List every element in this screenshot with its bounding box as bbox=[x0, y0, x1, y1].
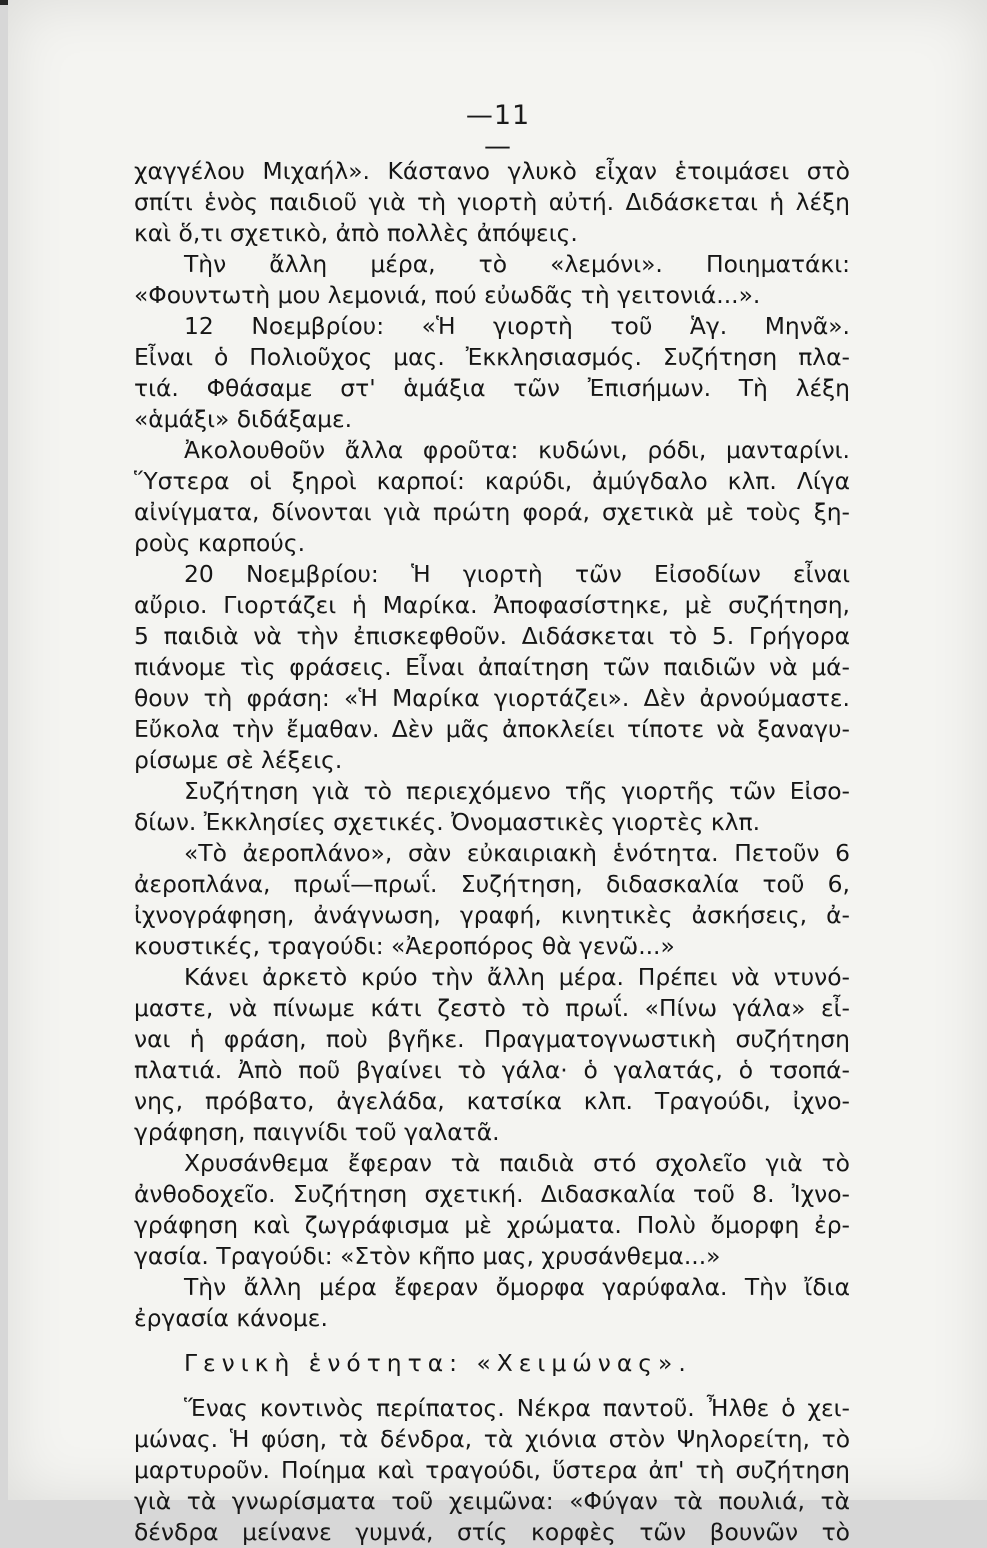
text-line: ναι ἡ φράση, ποὺ βγῆκε. Πραγματογνωστικὴ συζήτηση bbox=[134, 1025, 850, 1053]
text-line: ἀνθοδοχεῖο. Συζήτηση σχετική. Διδασκαλία τοῦ 8. Ἰχνο- bbox=[134, 1180, 850, 1208]
page-number: —11— bbox=[465, 100, 531, 162]
page-text bbox=[134, 156, 850, 1548]
text-line: Συζήτηση γιὰ τὸ περιεχόμενο τῆς γιορτῆς τῶν Εἰσο- bbox=[184, 777, 850, 805]
section-gap bbox=[134, 1379, 850, 1393]
text-line: 12 Νοεμβρίου: «Ἡ γιορτὴ τοῦ Ἁγ. Μηνᾶ». bbox=[184, 312, 850, 340]
text-line: ροὺς καρπούς. bbox=[134, 529, 305, 557]
text-line: Χρυσάνθεμα ἔφεραν τὰ παιδιὰ στό σχολεῖο γιὰ τὸ bbox=[184, 1149, 850, 1177]
text-line: Ἕνας κοντινὸς περίπατος. Νέκρα παντοῦ. Ἦλθε ὁ χει- bbox=[184, 1394, 850, 1422]
text-line: Κάνει ἀρκετὸ κρύο τὴν ἄλλη μέρα. Πρέπει νὰ ντυνό- bbox=[184, 963, 850, 991]
text-line: μαρτυροῦν. Ποίημα καὶ τραγούδι, ὕστερα ἀπ' τὴ συζήτηση bbox=[134, 1456, 850, 1484]
text-line: Τὴν ἄλλη μέρα ἔφεραν ὄμορφα γαρύφαλα. Τὴν ἴδια bbox=[184, 1273, 850, 1301]
section-gap bbox=[134, 1334, 850, 1348]
text-line: σπίτι ἑνὸς παιδιοῦ γιὰ τὴ γιορτὴ αὐτή. Διδάσκεται ἡ λέξη bbox=[134, 188, 850, 216]
text-line: Εὔκολα τὴν ἔμαθαν. Δὲν μᾶς ἀποκλείει τίποτε νὰ ξαναγυ- bbox=[134, 715, 850, 743]
text-line: πιάνομε τὶς φράσεις. Εἶναι ἀπαίτηση τῶν παιδιῶν νὰ μά- bbox=[134, 653, 850, 681]
text-line: κουστικές, τραγούδι: «Ἀεροπόρος θὰ γενῶ...» bbox=[134, 932, 675, 960]
text-line: ἰχνογράφηση, ἀνάγνωση, γραφή, κινητικὲς ἀσκήσεις, ἀ- bbox=[134, 901, 850, 929]
text-line: «ἁμάξι» διδάξαμε. bbox=[134, 405, 353, 433]
text-line: γράφηση, παιγνίδι τοῦ γαλατᾶ. bbox=[134, 1118, 500, 1146]
text-line: ρίσωμε σὲ λέξεις. bbox=[134, 746, 343, 774]
text-line: Ἀκολουθοῦν ἄλλα φροῦτα: κυδώνι, ρόδι, μανταρίνι. bbox=[184, 436, 850, 464]
text-line: θουν τὴ φράση: «Ἡ Μαρίκα γιορτάζει». Δὲν ἀρνούμαστε. bbox=[134, 684, 850, 712]
text-line: γασία. Τραγούδι: «Στὸν κῆπο μας, χρυσάνθεμα...» bbox=[134, 1242, 721, 1270]
text-line: μαστε, νὰ πίνωμε κάτι ζεστὸ τὸ πρωΐ. «Πίνω γάλα» εἶ- bbox=[134, 994, 850, 1022]
text-line: τιά. Φθάσαμε στ' ἁμάξια τῶν Ἐπισήμων. Τὴ λέξη bbox=[134, 374, 850, 402]
text-line: πλατιά. Ἀπὸ ποῦ βγαίνει τὸ γάλα· ὁ γαλατάς, ὁ τσοπά- bbox=[134, 1056, 850, 1084]
text-line: γιὰ τὰ γνωρίσματα τοῦ χειμῶνα: «Φύγαν τὰ πουλιά, τὰ bbox=[134, 1487, 850, 1515]
text-line: νης, πρόβατο, ἀγελάδα, κατσίκα κλπ. Τραγούδι, ἰχνο- bbox=[134, 1087, 850, 1115]
text-line: Τὴν ἄλλη μέρα, τὸ «λεμόνι». Ποιηματάκι: bbox=[184, 250, 850, 278]
text-line: «Φουντωτὴ μου λεμονιά, πού εὐωδᾶς τὴ γειτονιά...». bbox=[134, 281, 761, 309]
text-line: γράφηση καὶ ζωγράφισμα μὲ χρώματα. Πολὺ ὄμορφη ἐρ- bbox=[134, 1211, 850, 1239]
text-line: 5 παιδιὰ νὰ τὴν ἐπισκεφθοῦν. Διδάσκεται τὸ 5. Γρήγορα bbox=[134, 622, 850, 650]
text-line: 20 Νοεμβρίου: Ἡ γιορτὴ τῶν Εἰσοδίων εἶναι bbox=[184, 560, 850, 588]
text-line: «Τὸ ἀεροπλάνο», σὰν εὐκαιριακὴ ἑνότητα. Πετοῦν 6 bbox=[184, 839, 850, 867]
text-line: ἐργασία κάνομε. bbox=[134, 1304, 328, 1332]
text-line: Εἶναι ὁ Πολιοῦχος μας. Ἐκκλησιασμός. Συζήτηση πλα- bbox=[134, 343, 850, 371]
text-line: αὔριο. Γιορτάζει ἡ Μαρίκα. Ἀποφασίστηκε, μὲ συζήτηση, bbox=[134, 591, 850, 619]
text-line: δίων. Ἐκκλησίες σχετικές. Ὀνομαστικὲς γιορτὲς κλπ. bbox=[134, 808, 761, 836]
text-line: καὶ ὅ,τι σχετικὸ, ἀπὸ πολλὲς ἀπόψεις. bbox=[134, 219, 578, 247]
text-line: Ὕστερα οἱ ξηροὶ καρποί: καρύδι, ἀμύγδαλο κλπ. Λίγα bbox=[134, 467, 850, 495]
text-line: χαγγέλου Μιχαήλ». Κάστανο γλυκὸ εἶχαν ἑτοιμάσει στὸ bbox=[134, 157, 850, 185]
text-line: μώνας. Ἡ φύση, τὰ δένδρα, τὰ χιόνια στὸν Ψηλορείτη, τὸ bbox=[134, 1425, 850, 1453]
text-line: αἰνίγματα, δίνονται γιὰ πρώτη φορά, σχετικὰ μὲ τοὺς ξη- bbox=[134, 498, 850, 526]
text-line: δένδρα μείνανε γυμνά, στίς κορφὲς τῶν βουνῶν τὸ bbox=[134, 1518, 850, 1546]
section-heading: Γενικὴ ἑνότητα: «Χειμώνας». bbox=[184, 1349, 692, 1377]
text-line: ἀεροπλάνα, πρωΐ—πρωΐ. Συζήτηση, διδασκαλία τοῦ 6, bbox=[134, 870, 850, 898]
